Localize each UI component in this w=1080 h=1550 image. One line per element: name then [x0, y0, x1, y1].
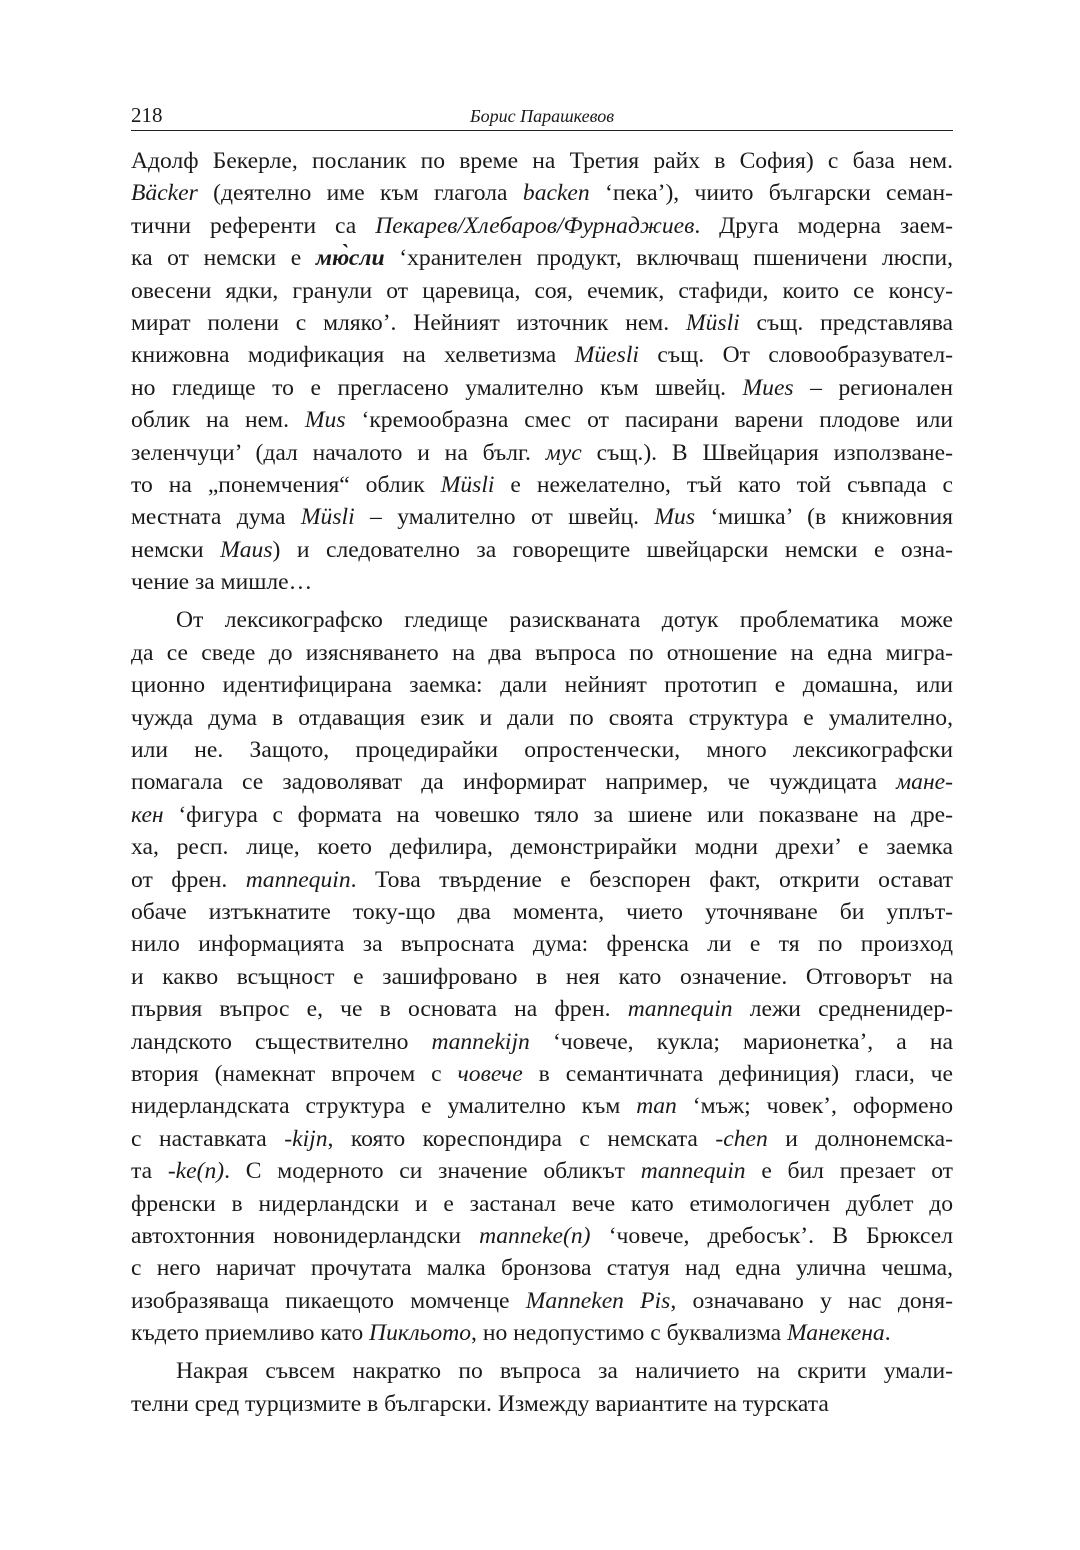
paragraph — [131, 604, 953, 1349]
text-segment: втория (намекнат впрочем с — [131, 1060, 458, 1087]
italic-term: mannequin — [640, 1158, 746, 1185]
text-segment: помагала се задоволяват да информират например, че чуждицата — [131, 769, 897, 796]
text-line — [131, 1026, 953, 1058]
text-segment: изобразяваща пикаещото момченце — [131, 1287, 526, 1314]
text-line — [131, 210, 953, 242]
text-segment: – регионален — [793, 374, 953, 401]
text-line — [131, 1090, 953, 1122]
text-line — [131, 242, 953, 274]
text-line — [131, 993, 953, 1025]
italic-term: човече — [457, 1060, 523, 1087]
italic-term: mannekijn — [431, 1028, 530, 1055]
text-segment: . Друга модерна заем- — [694, 212, 953, 239]
italic-term: Müsli — [300, 504, 355, 531]
text-segment: , която кореспондира с немската — [327, 1125, 716, 1152]
text-segment: обаче изтъкнатите току-що два момента, чието уточняване би уплът- — [131, 898, 953, 925]
text-line — [131, 469, 953, 501]
text-segment: , означавано у нас доня- — [670, 1287, 953, 1314]
text-line — [131, 1188, 953, 1220]
italic-term: -kijn — [284, 1125, 328, 1152]
text-segment: автохтонния новонидерландски — [131, 1222, 480, 1249]
italic-term: Müsli — [685, 309, 740, 336]
italic-term: Mus — [304, 407, 346, 434]
text-line — [131, 928, 953, 960]
text-segment: ‘пека’), чиито български семан- — [589, 180, 954, 207]
text-segment: ка от немски е — [131, 245, 316, 272]
text-line — [131, 1355, 953, 1387]
text-line — [131, 799, 953, 831]
text-segment: и долнонемска- — [767, 1125, 953, 1152]
text-line — [131, 766, 953, 798]
text-segment: , но недопустимо с буквализма — [471, 1320, 787, 1347]
text-line — [131, 339, 953, 371]
text-segment: ландското съществително — [131, 1028, 432, 1055]
text-segment: нило информацията за въпросната дума: френска ли е тя по произход — [131, 931, 953, 958]
running-head-author: Борис Парашкевов — [469, 106, 615, 126]
text-segment: или не. Защото, процедирайки опростенчески, много лексикографски — [131, 737, 953, 764]
text-segment: овесени ядки, гранули от царевица, соя, ечемик, стафиди, които се консу- — [131, 277, 953, 304]
text-segment: и какво всъщност е зашифровано в нея като означение. Отговорът на — [131, 963, 953, 990]
italic-term: мане- — [896, 769, 953, 796]
italic-term: Mues — [742, 374, 794, 401]
text-line — [131, 534, 953, 566]
paragraph — [131, 1355, 953, 1420]
text-segment: нидерландската структура е умалително към — [131, 1093, 637, 1120]
text-segment: ‘кремообразна смес от пасирани варени плодове или — [345, 407, 953, 434]
text-line — [131, 1220, 953, 1252]
italic-term: mannequin — [245, 866, 351, 893]
text-segment: е бил презает от — [745, 1158, 953, 1185]
italic-term: Манекена — [786, 1320, 885, 1347]
text-segment: с него наричат прочутата малка бронзова статуя над една улична чешма, — [131, 1255, 953, 1282]
text-line — [131, 831, 953, 863]
text-segment: – умалително от швейц. — [354, 504, 655, 531]
text-line — [131, 1252, 953, 1284]
text-segment: чужда дума в отдаващия език и дали по своята структура е умалително, — [131, 704, 953, 731]
text-line — [131, 501, 953, 533]
text-segment: Адолф Бекерле, посланик по време на Третия райх в София) с база нем. — [131, 148, 953, 174]
text-segment: същ.). В Швейцария използване- — [581, 439, 953, 466]
italic-term: Müsli — [440, 471, 495, 498]
text-segment: . — [884, 1320, 891, 1347]
italic-term: мус — [545, 439, 582, 466]
text-line — [131, 961, 953, 993]
text-segment: немски — [131, 536, 221, 563]
italic-term: Manneken Pis — [525, 1287, 671, 1314]
text-segment: От лексикографско гледище разискваната дотук проблематика може — [176, 607, 953, 634]
text-segment: . С модерното си значение обликът — [224, 1158, 641, 1185]
text-line — [131, 372, 953, 404]
text-segment: с наставката — [131, 1125, 285, 1152]
text-segment: ‘хранителен продукт, включващ пшеничени люспи, — [384, 245, 953, 272]
text-segment: от френ. — [131, 866, 246, 893]
page-header — [131, 100, 953, 131]
headword-bold — [316, 245, 385, 271]
text-line — [131, 1388, 953, 1420]
page-number: 218 — [131, 103, 163, 127]
text-segment: ха, респ. лице, което дефилира, демонстрирайки модни дрехи’ е заемка — [131, 834, 953, 861]
text-segment: (деятелно име към глагола — [197, 180, 523, 207]
text-segment: но гледище то е прегласено умалително към швейц. — [131, 374, 743, 401]
text-segment: ‘фигура с формата на човешко тяло за шиене или показване на дре- — [163, 801, 953, 828]
italic-term: Пекарев/Хлебаров/Фурнаджиев — [375, 212, 695, 239]
text-line — [131, 1317, 953, 1349]
text-line — [131, 177, 953, 209]
text-segment: е нежелателно, тъй като той съвпада с — [494, 471, 953, 498]
text-line — [131, 307, 953, 339]
text-segment: където приемливо като — [131, 1320, 370, 1347]
italic-term: backen — [522, 180, 590, 207]
text-segment: същ. представлява — [739, 309, 953, 336]
text-line — [131, 437, 953, 469]
text-line — [131, 404, 953, 436]
italic-term: Müesli — [574, 342, 639, 369]
italic-term: Maus — [220, 536, 273, 563]
text-line — [131, 604, 953, 636]
text-segment: ‘мъж; човек’, оформено — [676, 1093, 953, 1120]
italic-term: -ke(n) — [167, 1158, 225, 1185]
text-segment: първия въпрос е, че в основата на френ. — [131, 996, 628, 1023]
text-segment: ционно идентифицирана заемка: дали нейният прототип е домашна, или — [131, 672, 953, 699]
text-segment: чение за мишле… — [131, 569, 313, 596]
text-segment: то на „понемчения“ облик — [131, 471, 441, 498]
text-segment: Накрая съвсем накратко по въпроса за наличието на скрити умали- — [176, 1358, 953, 1385]
text-segment: облик на нем. — [131, 407, 305, 434]
text-line — [131, 1155, 953, 1187]
text-segment: местната дума — [131, 504, 301, 531]
text-segment: ‘мишка’ (в книжовния — [695, 504, 953, 531]
text-segment: в семантичната дефиниция) гласи, че — [522, 1060, 954, 1087]
italic-term: mannequin — [627, 996, 733, 1023]
text-line — [131, 896, 953, 928]
text-segment: тични референти са — [131, 212, 376, 239]
text-line — [131, 1123, 953, 1155]
text-line — [131, 275, 953, 307]
italic-term: manneke(n) — [479, 1222, 591, 1249]
italic-term: -chen — [715, 1125, 768, 1152]
text-segment: зеленчуци’ (дал началото и на бълг. — [131, 439, 546, 466]
italic-term: Пикльото — [369, 1320, 472, 1347]
paragraph — [131, 145, 953, 598]
italic-term: Mus — [654, 504, 696, 531]
text-line — [131, 864, 953, 896]
text-line — [131, 669, 953, 701]
italic-term: Bäcker — [131, 180, 198, 207]
text-segment: ) и следователно за говорещите швейцарски немски е озна- — [272, 536, 953, 563]
text-segment: та — [131, 1158, 168, 1185]
text-segment: ‘човече, кукла; марионетка’, а на — [529, 1028, 953, 1055]
text-segment: да се сведе до изясняването на два въпроса по отношение на една мигра- — [131, 639, 953, 666]
text-line — [131, 566, 953, 598]
text-segment: мират полени с мляко’. Нейният източник нем. — [131, 309, 686, 336]
headword: мю̀сли — [315, 245, 385, 272]
text-line — [131, 145, 953, 177]
text-line — [131, 1058, 953, 1090]
body-text — [131, 145, 953, 1420]
text-segment: ‘човече, дребосък’. В Брюксел — [590, 1222, 953, 1249]
text-segment: . Това твърдение е безспорен факт, открити остават — [350, 866, 953, 893]
text-segment: френски в нидерландски и е застанал вече като етимологичен дублет до — [131, 1190, 953, 1217]
text-line — [131, 734, 953, 766]
italic-term: man — [636, 1093, 677, 1120]
text-line — [131, 1285, 953, 1317]
text-segment: същ. От словообразувател- — [638, 342, 953, 369]
text-line — [131, 702, 953, 734]
text-segment: лежи средненидер- — [732, 996, 953, 1023]
text-segment: телни сред турцизмите в български. Измежду вариантите на турската — [131, 1390, 829, 1417]
text-segment: книжовна модификация на хелветизма — [131, 342, 575, 369]
italic-term: кен — [131, 801, 164, 828]
text-line — [131, 637, 953, 669]
